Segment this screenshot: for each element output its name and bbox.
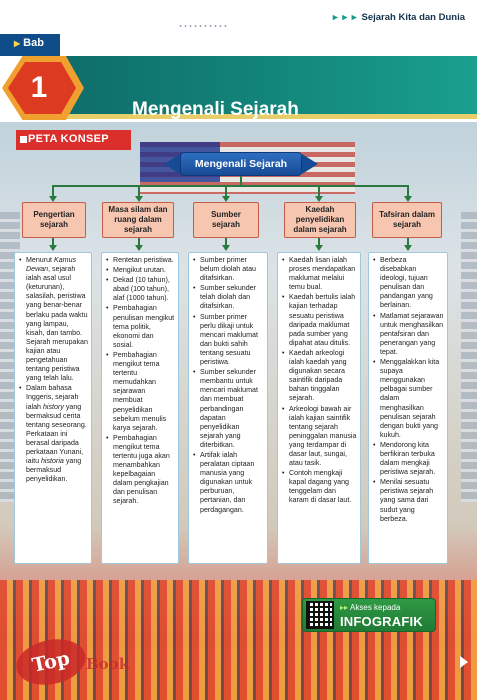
chapter-number: 1 — [30, 71, 48, 104]
list-item: • Menurut Kamus Dewan, sejarah ialah asal usul (keturunan), salasilah, peristiwa yang benar-benar berlaku pada waktu yang lampau, kisah, dan tambo. Sejarah merupakan kajian atau pengetahuan tentang peristiwa yang telah lalu. — [18, 256, 88, 383]
list-item: • Sumber primer perlu dikaji untuk mencari maklumat dan bukti sahih tentang sesuatu peristiwa. — [192, 313, 264, 368]
arrow-icons: ▸ ▸ ▸ — [332, 12, 358, 23]
list-item: • Kaedah lisan ialah proses mendapatkan maklumat melalui temu bual. — [281, 256, 357, 292]
points-list — [18, 256, 88, 484]
arrow-down-icon — [135, 245, 143, 251]
arrow-icons: ▸▸ — [340, 603, 349, 612]
category-pengertian: Pengertian sejarah — [22, 202, 86, 238]
list-item: • Sumber sekunder membantu untuk mencari maklumat dan membuat perbandingan dapatan penyelidikan sejarah yang diterbitkan. — [192, 368, 264, 450]
points-list — [192, 256, 264, 515]
column-sumber — [188, 252, 268, 564]
list-item: • Dekad (10 tahun), abad (100 tahun), alaf (1000 tahun). — [105, 276, 175, 303]
list-item: • Kaedah bertulis ialah kajian terhadap sesuatu peristiwa daripada maklumat pada sumber yang dipahat atau ditulis. — [281, 293, 357, 348]
list-item: • Menggalakkan kita supaya menggunakan pelbagai sumber dalam menghasilkan penulisan sejarah dengan bukti yang kukuh. — [372, 358, 444, 440]
points-list — [281, 256, 357, 506]
decorative-dots — [178, 24, 228, 28]
watermark-text: Book — [86, 655, 130, 673]
list-item: • Arkeologi bawah air ialah kajian saintifik tentang sejarah peninggalan manusia yang terdampar di dasar laut, sungai, atau tasik. — [281, 405, 357, 469]
arrow-down-icon — [315, 245, 323, 251]
list-item: • Mengikut urutan. — [105, 266, 175, 275]
root-arrow-right-icon — [302, 154, 318, 174]
list-item: • Berbeza disebabkan ideologi, tujuan penulisan dan pandangan yang berlainan. — [372, 256, 444, 311]
column-pengertian — [14, 252, 92, 564]
building-right — [461, 212, 477, 502]
category-kaedah: Kaedah penyelidikan dalam sejarah — [284, 202, 356, 238]
infografik-small-text: Akses kepada — [350, 603, 401, 612]
list-item: • Artifak ialah peralatan ciptaan manusia yang digunakan untuk perburuan, pertanian, dan perdagangan. — [192, 451, 264, 515]
points-list — [105, 256, 175, 507]
square-icon — [20, 136, 27, 143]
infografik-label[interactable]: INFOGRAFIK — [340, 614, 423, 629]
category-masa-silam: Masa silam dan ruang dalam sejarah — [102, 202, 174, 238]
root-arrow-left-icon — [164, 154, 180, 174]
arrow-down-icon — [222, 245, 230, 251]
list-item: • Kaedah arkeologi ialah kaedah yang digunakan secara saintifik daripada bahan tinggalan sejarah. — [281, 349, 357, 404]
column-kaedah — [277, 252, 361, 564]
chapter-title: Mengenali Sejarah — [132, 99, 299, 120]
bab-text: Bab — [23, 37, 44, 49]
list-item: • Sumber primer belum diolah atau ditafsirkan. — [192, 256, 264, 283]
list-item: • Pembahagian penulisan mengikut tema politik, ekonomi dan sosial. — [105, 304, 175, 349]
list-item: • Menilai sesuatu peristiwa sejarah yang sama dari sudut yang berbeza. — [372, 478, 444, 523]
category-sumber: Sumber sejarah — [193, 202, 259, 238]
arrow-down-icon — [404, 245, 412, 251]
list-item: • Pembahagian mengikut tema tertentu juga akan menambahkan kepelbagaian dalam pengkajian dan penulisan sejarah. — [105, 434, 175, 507]
list-item: • Mendorong kita berfikiran terbuka dalam mengkaji peristiwa sejarah. — [372, 441, 444, 477]
list-item: • Dalam bahasa Inggeris, sejarah ialah history yang bermaksud cerita tentang seseorang. Perkataan ini berasal daripada perkataan Yunani, iaitu historia yang bermaksud penyelidikan. — [18, 384, 88, 484]
list-item: • Matlamat sejarawan untuk menghasilkan pentafsiran dan penerangan yang tepat. — [372, 312, 444, 357]
column-masa-silam — [101, 252, 179, 564]
connector — [52, 185, 409, 187]
list-item: • Contoh mengkaji kapal dagang yang tenggelam dan karam di dasar laut. — [281, 469, 357, 505]
list-item: • Pembahagian mengikut tema tertentu memudahkan sejarawan membuat penyelidikan sebelum menulis karya sejarah. — [105, 351, 175, 433]
points-list — [372, 256, 444, 524]
category-tafsiran: Tafsiran dalam sejarah — [372, 202, 442, 238]
watermark-badge: Top — [12, 633, 90, 691]
qr-code-icon[interactable] — [306, 601, 334, 629]
series-title — [333, 12, 465, 23]
list-item: • Rentetan peristiwa. — [105, 256, 175, 265]
series-title-text: Sejarah Kita dan Dunia — [361, 12, 465, 23]
arrow-down-icon — [49, 245, 57, 251]
concept-root: Mengenali Sejarah — [180, 152, 302, 176]
triangle-icon: ▶ — [14, 39, 21, 48]
peta-konsep-label: PETA KONSEP — [28, 133, 109, 145]
chapter-banner — [0, 34, 477, 120]
page-arrow-icon — [460, 656, 468, 668]
column-tafsiran — [368, 252, 448, 564]
list-item: • Sumber sekunder telah diolah dan ditafsirkan. — [192, 284, 264, 311]
infografik-small-label[interactable] — [340, 603, 400, 612]
bab-label — [14, 37, 44, 49]
